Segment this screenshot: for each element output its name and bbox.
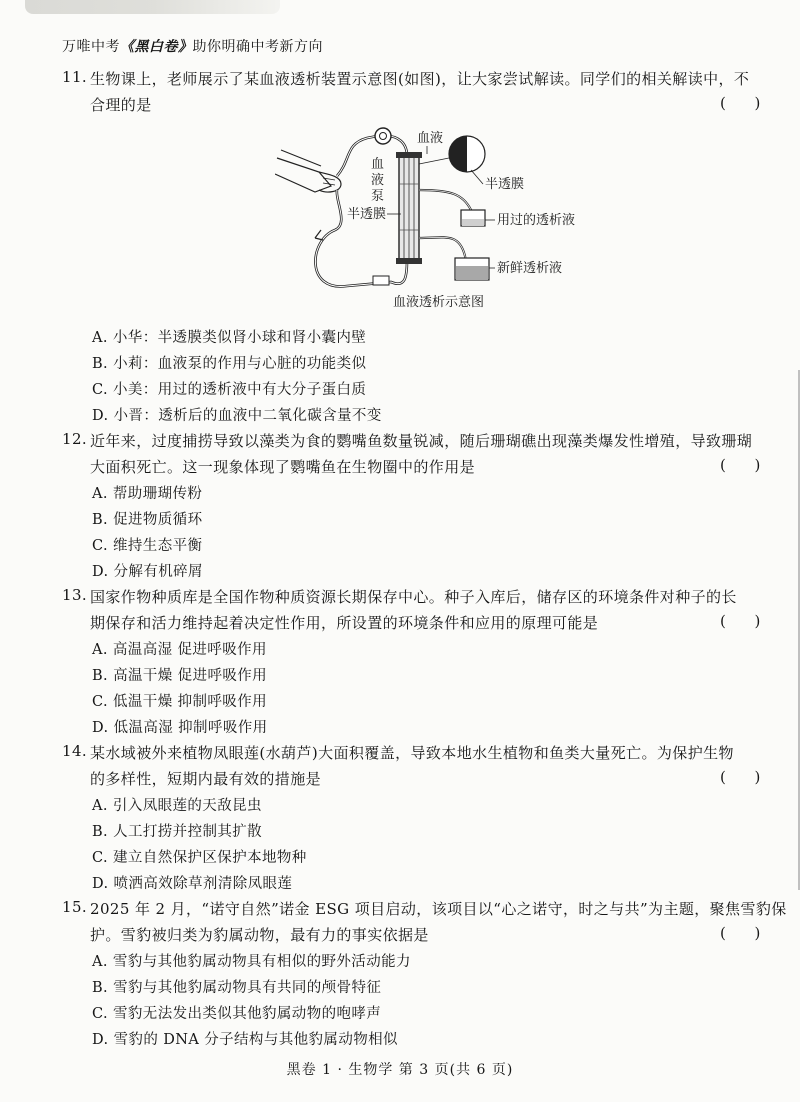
label-membrane-right: 半透膜	[485, 177, 525, 192]
dialysis-diagram	[275, 120, 615, 330]
arm-illustration	[275, 150, 341, 192]
question-stem-line2: 护。雪豹被归类为豹属动物，最有力的事实依据是	[90, 926, 429, 944]
label-pump-2: 液	[371, 173, 385, 188]
label-blood: 血液	[417, 131, 444, 146]
question-number: 15.	[62, 898, 88, 916]
question-stem-line2: 的多样性，短期内最有效的措施是	[90, 770, 322, 788]
question-stem-line1: 2025 年 2 月，“诺守自然”诺金 ESG 项目启动，该项目以“心之诺守，时之与共”为主题，聚焦雪豹保	[90, 900, 787, 918]
option-d: D. 雪豹的 DNA 分子结构与其他豹属动物相似	[92, 1032, 398, 1048]
label-used-dialysate: 用过的透析液	[497, 213, 576, 228]
option-b: B. 人工打捞并控制其扩散	[92, 824, 263, 840]
page-header	[62, 36, 323, 56]
label-pump-1: 血	[371, 157, 385, 172]
question-number: 14.	[62, 742, 88, 760]
option-c: C. 建立自然保护区保护本地物种	[92, 850, 307, 866]
option-a: A. 高温高湿 促进呼吸作用	[92, 642, 267, 658]
question-number: 12.	[62, 430, 88, 448]
option-d: D. 分解有机碎屑	[92, 564, 203, 580]
option-d: D. 低温高湿 抑制呼吸作用	[92, 720, 268, 736]
answer-parentheses: ( )	[720, 768, 761, 786]
option-b: B. 高温干燥 促进呼吸作用	[92, 668, 268, 684]
label-fresh-dialysate: 新鲜透析液	[497, 261, 563, 276]
header-prefix: 万唯中考	[62, 39, 120, 55]
blood-tube-return	[315, 190, 407, 286]
dialyzer-column	[396, 152, 422, 264]
option-a: A. 雪豹与其他豹属动物具有相似的野外活动能力	[92, 954, 411, 970]
question-number: 11.	[62, 68, 88, 86]
header-brand: 《黑白卷》	[120, 39, 193, 55]
option-a: A. 小华：半透膜类似肾小球和肾小囊内壁	[92, 330, 367, 346]
blood-pump	[375, 128, 391, 144]
option-b: B. 小莉：血液泵的作用与心脏的功能类似	[92, 356, 367, 372]
question-stem-line1: 国家作物种质库是全国作物种质资源长期保存中心。种子入库后，储存区的环境条件对种子的长	[90, 588, 737, 606]
question-stem-line2: 大面积死亡。这一现象体现了鹦嘴鱼在生物圈中的作用是	[90, 458, 476, 476]
answer-parentheses: ( )	[720, 456, 761, 474]
answer-parentheses: ( )	[720, 924, 761, 942]
question-stem-line1: 近年来，过度捕捞导致以藻类为食的鹦嘴鱼数量锐减，随后珊瑚礁出现藻类爆发性增殖，导致珊瑚	[90, 432, 753, 450]
option-c: C. 维持生态平衡	[92, 538, 203, 554]
option-a: A. 帮助珊瑚传粉	[92, 486, 203, 502]
page-footer: 黑卷 1 · 生物学 第 3 页(共 6 页)	[286, 1062, 514, 1078]
question-stem-line1: 生物课上，老师展示了某血液透析装置示意图(如图)，让大家尝试解读。同学们的相关解读中，不	[90, 70, 750, 88]
answer-parentheses: ( )	[720, 612, 761, 630]
label-membrane-left: 半透膜	[347, 207, 387, 222]
option-c: C. 小美：用过的透析液中有大分子蛋白质	[92, 382, 367, 398]
figure-caption: 血液透析示意图	[393, 295, 485, 310]
answer-parentheses: ( )	[720, 94, 761, 112]
question-stem-line1: 某水域被外来植物凤眼莲(水葫芦)大面积覆盖，导致本地水生植物和鱼类大量死亡。为保护生物	[90, 744, 734, 762]
question-stem-line2: 合理的是	[90, 96, 152, 114]
header-suffix: 助你明确中考新方向	[192, 39, 323, 55]
option-a: A. 引入凤眼莲的天敌昆虫	[92, 798, 262, 814]
option-d: D. 喷洒高效除草剂清除凤眼莲	[92, 876, 293, 892]
scan-smear	[25, 0, 280, 14]
question-number: 13.	[62, 586, 88, 604]
question-stem-line2: 期保存和活力维持起着决定性作用，所设置的环境条件和应用的原理可能是	[90, 614, 599, 632]
label-pump-3: 泵	[371, 189, 385, 204]
option-c: C. 雪豹无法发出类似其他豹属动物的咆哮声	[92, 1006, 382, 1022]
option-c: C. 低温干燥 抑制呼吸作用	[92, 694, 268, 710]
option-b: B. 雪豹与其他豹属动物具有共同的颅骨特征	[92, 980, 382, 996]
option-d: D. 小晋：透析后的血液中二氧化碳含量不变	[92, 408, 382, 424]
option-b: B. 促进物质循环	[92, 512, 203, 528]
